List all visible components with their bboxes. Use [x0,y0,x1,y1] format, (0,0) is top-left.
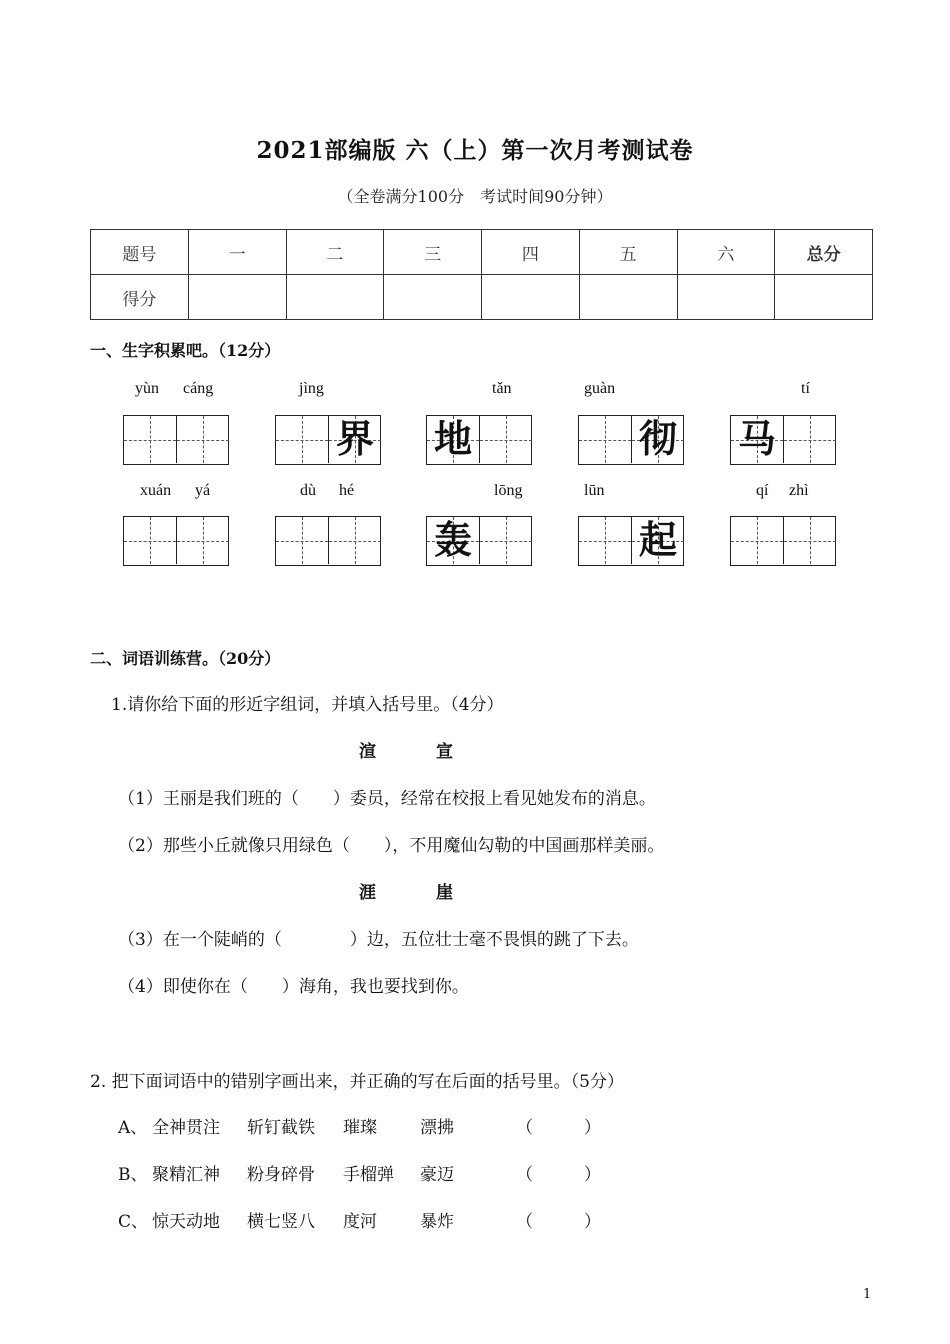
option-label: C、 [118,1212,149,1232]
pinyin: xuán [140,482,172,499]
pinyin: yùn [135,380,159,397]
char-pair-2-b: 崖 [436,883,453,903]
sentence-3: （3）在一个陡峭的（ ）边，五位壮士毫不畏惧的跳了下去。 [118,930,639,950]
tianzige-box[interactable] [123,415,229,465]
word: 聚精汇神 [152,1165,220,1185]
pinyin: zhì [789,482,809,499]
pinyin: jìng [299,380,324,397]
char-pair-1-b: 宣 [436,742,453,762]
word: 漂拂 [420,1118,454,1138]
sentence-2: （2）那些小丘就像只用绿色（ ），不用魔仙勾勒的中国画那样美丽。 [118,836,665,856]
word: 璀璨 [343,1118,377,1138]
pinyin: lūn [584,482,605,499]
word: 暴炸 [420,1212,454,1232]
given-character: 地 [433,417,472,461]
pinyin: tí [801,380,810,397]
score-cell[interactable] [482,275,580,320]
tianzige-box[interactable] [275,415,381,465]
page-subtitle: （全卷满分100分 考试时间90分钟） [337,187,613,206]
question-1-prompt: 1.请你给下面的形近字组词，并填入括号里。（4分） [111,695,504,715]
pinyin: hé [339,482,355,499]
char-pair-2-a: 涯 [359,883,376,903]
sentence-1: （1）王丽是我们班的（ ）委员，经常在校报上看见她发布的消息。 [118,789,656,809]
word: 惊天动地 [152,1212,220,1232]
char-pair-1-a: 渲 [359,742,376,762]
score-cell-total[interactable] [775,275,873,320]
header-cell: 题号 [91,230,189,275]
score-table [90,229,873,320]
header-cell: 一 [188,230,286,275]
header-cell-total: 总分 [775,230,873,275]
tianzige-box[interactable] [275,516,381,566]
tianzige-box[interactable] [578,516,684,566]
pinyin: cáng [183,380,214,397]
option-label: A、 [118,1118,148,1138]
given-character: 马 [737,417,776,461]
tianzige-box[interactable] [578,415,684,465]
option-label: B、 [118,1165,148,1185]
word: 豪迈 [420,1165,454,1185]
score-cell[interactable] [677,275,775,320]
given-character: 起 [638,518,677,562]
pinyin: guàn [584,380,616,397]
section2-heading: 二、词语训练营。（20分） [90,649,281,668]
given-character: 彻 [638,417,677,461]
pinyin: tǎn [492,380,512,397]
page-title: 2021部编版 六（上）第一次月考测试卷 [256,137,694,164]
answer-blank[interactable]: （ ） [516,1165,601,1185]
answer-blank[interactable]: （ ） [516,1118,601,1138]
score-cell[interactable] [384,275,482,320]
tianzige-box[interactable] [730,516,836,566]
score-table-score-row [91,275,873,320]
header-cell: 六 [677,230,775,275]
tianzige-box[interactable] [730,415,836,465]
answer-blank[interactable]: （ ） [516,1212,601,1232]
score-cell[interactable] [286,275,384,320]
header-cell: 四 [482,230,580,275]
pinyin: lōng [494,482,523,499]
page-number: 1 [863,1287,872,1302]
score-table-header-row [91,230,873,275]
word: 横七竖八 [247,1212,315,1232]
given-character: 轰 [433,518,472,562]
score-row-label: 得分 [91,275,189,320]
question-2-prompt: 2. 把下面词语中的错别字画出来，并正确的写在后面的括号里。（5分） [90,1072,624,1092]
tianzige-box[interactable] [123,516,229,566]
score-cell[interactable] [188,275,286,320]
pinyin: qí [756,482,769,499]
sentence-4: （4）即使你在（ ）海角，我也要找到你。 [118,977,469,997]
given-character: 界 [335,417,374,461]
tianzige-box[interactable] [426,415,532,465]
word: 斩钉截铁 [247,1118,315,1138]
header-cell: 五 [579,230,677,275]
word: 手榴弹 [343,1165,394,1185]
header-cell: 二 [286,230,384,275]
word: 粉身碎骨 [247,1165,315,1185]
score-cell[interactable] [579,275,677,320]
word: 全神贯注 [152,1118,220,1138]
section1-heading: 一、生字积累吧。（12分） [90,341,281,360]
header-cell: 三 [384,230,482,275]
tianzige-box[interactable] [426,516,532,566]
word: 度河 [343,1212,377,1232]
pinyin: yá [195,482,211,499]
pinyin: dù [300,482,316,499]
